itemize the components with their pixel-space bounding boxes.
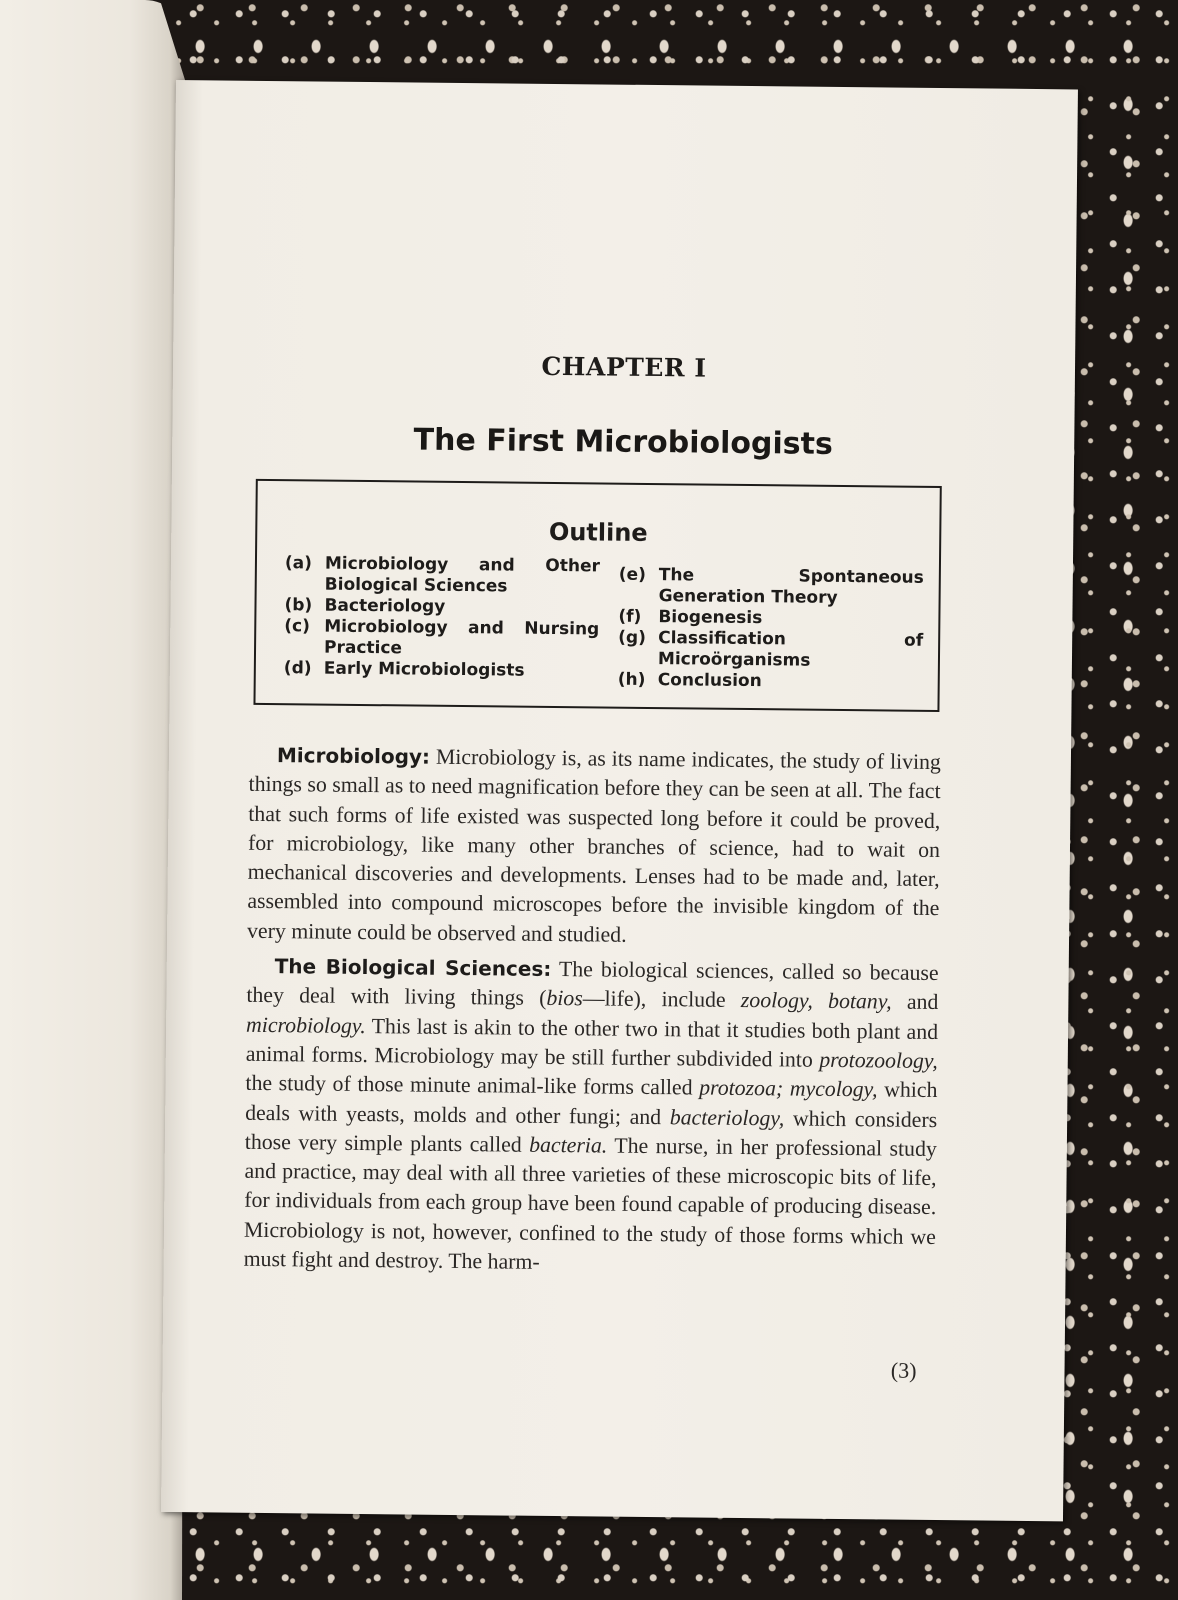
outline-item bbox=[284, 616, 599, 661]
outline-left-column bbox=[284, 553, 600, 682]
outline-item-letter: (a) bbox=[284, 553, 313, 574]
outline-heading: Outline bbox=[548, 517, 648, 547]
paragraph-lead: The Biological Sciences: bbox=[274, 954, 552, 982]
paragraph-text: This last is akin to the other two in that it studies both plant and animal forms. Microbiology may be still further subdivided into bbox=[245, 1013, 939, 1072]
italic-term: protozoology, bbox=[819, 1047, 938, 1073]
outline-item-text: Early Microbiologists bbox=[323, 658, 525, 681]
body-text bbox=[243, 741, 941, 1282]
book-page bbox=[161, 80, 1078, 1521]
outline-item-text: Bacteriology bbox=[324, 595, 446, 617]
italic-term: bios bbox=[546, 986, 583, 1011]
paragraph-text: the study of those minute animal-like forms called bbox=[245, 1071, 700, 1100]
paragraph-text: The biological sciences, called so because they deal with living things ( bbox=[246, 957, 939, 1011]
outline-item-letter: (h) bbox=[617, 669, 646, 690]
paragraph-text: which deals with yeasts, molds and other fungi; and bbox=[245, 1077, 938, 1129]
paragraph-lead: Microbiology: bbox=[276, 743, 431, 769]
italic-term: bacteriology, bbox=[669, 1104, 785, 1130]
outline-item bbox=[284, 658, 599, 682]
paragraph-biological-sciences bbox=[243, 952, 938, 1281]
outline-box bbox=[253, 479, 941, 712]
outline-item-text: The Spontaneous Generation Theory bbox=[658, 565, 924, 608]
outline-item-letter: (f) bbox=[618, 606, 642, 627]
outline-item-text: Microbiology and Other Biological Sciences bbox=[324, 553, 601, 597]
outline-right-column bbox=[618, 565, 924, 694]
italic-term: microbiology. bbox=[245, 1012, 366, 1038]
outline-item-letter: (e) bbox=[618, 564, 647, 585]
paragraph-text: which considers those very simple plants called bbox=[244, 1105, 938, 1157]
outline-item-text: Biogenesis bbox=[658, 607, 763, 629]
left-page bbox=[0, 0, 185, 1600]
paragraph-text: The nurse, in her professional study and practice, may deal with all three varieties of these microscopic bits of life, for individuals from each group have been found capable of producing disease. Microbiology is not, however, confined to the study of those forms which we must fight and destroy. The harm- bbox=[243, 1133, 937, 1274]
outline-item-letter: (c) bbox=[284, 616, 311, 637]
outline-item bbox=[619, 565, 924, 610]
outline-item bbox=[618, 628, 923, 673]
outline-item-text: Microbiology and Nursing Practice bbox=[323, 616, 600, 659]
outline-item-letter: (b) bbox=[284, 595, 313, 616]
chapter-label: CHAPTER I bbox=[541, 351, 707, 383]
outline-item-letter: (d) bbox=[283, 658, 312, 679]
paragraph-text: Microbiology is, as its name indicates, the study of living things so small as to need magnification before they can be seen at all. The fact that such forms of life existed was suspected long before it could be proved, for microbiology, like many other branches of science, had to wait on mechanical discoveries and developments. Lenses had to be made and, later, assembled into compound microscopes before the invisible kingdom of the very minute could be observed and studied. bbox=[246, 744, 942, 947]
page-number: (3) bbox=[890, 1357, 917, 1383]
outline-item-text: Classification of Microörganisms bbox=[657, 628, 924, 671]
outline-item-letter: (g) bbox=[618, 627, 647, 648]
paragraph-text: —life), include bbox=[582, 986, 742, 1013]
italic-term: bacteria. bbox=[529, 1132, 608, 1158]
outline-item-text: Conclusion bbox=[657, 670, 762, 692]
paragraph-text: and bbox=[891, 989, 939, 1015]
outline-item bbox=[618, 670, 923, 694]
outline-item bbox=[285, 553, 600, 598]
italic-term: protozoa; mycology, bbox=[699, 1075, 878, 1102]
italic-term: zoology, botany, bbox=[740, 988, 892, 1014]
paragraph-microbiology bbox=[247, 741, 941, 953]
chapter-title: The First Microbiologists bbox=[413, 422, 834, 462]
